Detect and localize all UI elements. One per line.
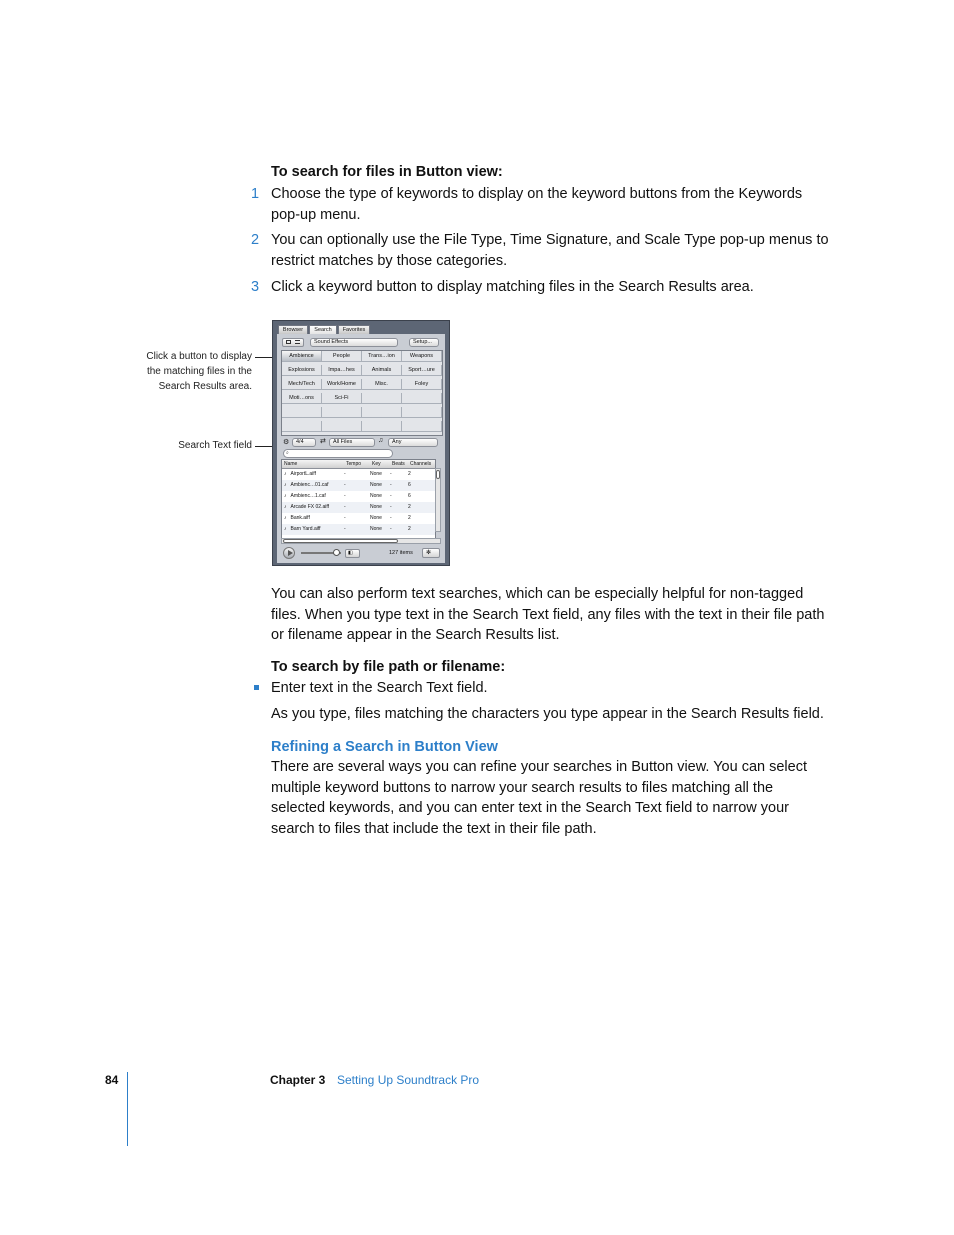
search-pane — [277, 334, 445, 563]
file-type-icon: ⇄ — [320, 438, 326, 445]
column-header-channels[interactable]: Channels — [410, 461, 432, 467]
table-row[interactable] — [282, 513, 435, 524]
step-line: You can optionally use the File Type, Time Signature, and Scale Type pop-up menus to — [271, 232, 829, 248]
list-view-icon — [295, 340, 300, 344]
keyword-button[interactable]: Moti…ons — [282, 393, 322, 404]
table-cell: 2 — [408, 471, 411, 477]
step-text: Click a keyword button to display matching files in the Search Results area. — [271, 279, 754, 295]
action-menu-button[interactable] — [422, 548, 440, 558]
keyword-button[interactable] — [322, 421, 362, 432]
setup-button[interactable]: Setup... — [409, 338, 439, 347]
paragraph-refining — [271, 757, 841, 839]
keyword-button[interactable] — [362, 407, 402, 418]
step-text — [271, 230, 831, 271]
gear-icon: ✻ — [426, 550, 432, 556]
procedure-heading: To search by file path or filename: — [271, 659, 506, 675]
tab-favorites[interactable]: Favorites — [338, 325, 370, 334]
footer-chapter-title: Setting Up Soundtrack Pro — [337, 1073, 480, 1087]
paragraph-line: selected keywords, and you can enter text in the Search Text field to narrow your — [271, 800, 789, 816]
step-text — [271, 184, 831, 225]
results-horizontal-scrollbar[interactable] — [281, 538, 441, 544]
table-cell: - — [344, 526, 346, 532]
table-cell: 2 — [408, 515, 411, 521]
keyword-button[interactable] — [402, 407, 442, 418]
keyword-button-grid — [281, 350, 443, 436]
callout-line: the matching files in the — [146, 366, 252, 377]
table-cell: - — [344, 471, 346, 477]
paragraph-text-search — [271, 584, 841, 646]
table-row[interactable] — [282, 524, 435, 535]
callout-line: Search Results area. — [158, 381, 252, 392]
keyword-button[interactable] — [402, 421, 442, 432]
keyword-button[interactable]: Weapons — [402, 351, 442, 362]
tab-browser[interactable]: Browser — [278, 325, 308, 334]
keyword-button[interactable]: Sport…ure — [402, 365, 442, 376]
column-header-key[interactable]: Key — [372, 461, 381, 467]
results-vertical-scrollbar[interactable] — [435, 468, 441, 532]
paragraph-typing-results: As you type, files matching the characters you type appear in the Search Results field. — [271, 706, 824, 722]
play-icon — [288, 550, 293, 556]
paragraph-line: or filename appear in the Search Results list. — [271, 627, 560, 643]
results-rows — [282, 469, 435, 535]
callout-line: Click a button to display — [146, 351, 252, 362]
speaker-toggle-button[interactable] — [345, 549, 360, 558]
table-cell: 2 — [408, 504, 411, 510]
time-signature-icon: ⚙ — [283, 439, 290, 446]
table-cell: - — [390, 471, 392, 477]
section-title: Refining a Search in Button View — [271, 739, 498, 755]
keyword-button[interactable] — [402, 393, 442, 404]
table-cell: - — [390, 515, 392, 521]
speaker-icon: ◧ — [348, 550, 353, 556]
file-name: Ambienc…1.caf — [290, 493, 326, 499]
volume-slider-knob[interactable] — [333, 549, 340, 556]
file-name: Barn Yard.aiff — [290, 526, 321, 532]
keyword-button[interactable]: Impa…hes — [322, 365, 362, 376]
table-row[interactable] — [282, 469, 435, 480]
audio-file-icon: ♪ — [284, 526, 287, 532]
step-line: restrict matches by those categories. — [271, 252, 508, 269]
keyword-button[interactable]: Mech/Tech — [282, 379, 322, 390]
bullet-icon — [254, 685, 259, 690]
paragraph-line: files. When you type text in the Search Text field, any files with the text in their file path — [271, 606, 825, 623]
search-text-field[interactable] — [283, 449, 393, 458]
table-cell: None — [370, 482, 382, 488]
time-signature-popup[interactable]: 4/4 — [292, 438, 316, 447]
keyword-button[interactable]: Sci-Fi — [322, 393, 362, 404]
keyword-button[interactable]: Ambience — [282, 351, 322, 362]
button-view-icon — [286, 340, 291, 344]
file-name: Arcade FX 02.aiff — [290, 504, 330, 510]
table-cell: - — [390, 493, 392, 499]
table-cell: - — [390, 526, 392, 532]
table-cell: 6 — [408, 482, 411, 488]
callout-search-field: Search Text field — [178, 440, 252, 451]
table-cell: - — [344, 504, 346, 510]
volume-slider[interactable] — [301, 552, 341, 554]
table-cell: - — [390, 504, 392, 510]
bullet-text: Enter text in the Search Text field. — [271, 680, 488, 696]
paragraph-line: There are several ways you can refine your searches in Button view. You can select — [271, 759, 807, 775]
table-cell — [282, 524, 344, 535]
table-cell: None — [370, 493, 382, 499]
paragraph-line: You can also perform text searches, which can be especially helpful for non-tagged — [271, 586, 804, 602]
file-name: Bank.aiff — [290, 515, 310, 521]
table-cell — [282, 491, 344, 502]
paragraph-line: multiple keyword buttons to narrow your search results to files matching all the — [271, 779, 774, 796]
column-header-tempo[interactable]: Tempo — [346, 461, 362, 467]
results-header — [282, 460, 435, 469]
search-icon: ⌕ — [286, 450, 289, 456]
paragraph-line: search to files that include the text in their file path. — [271, 820, 597, 837]
tab-search[interactable]: Search — [309, 325, 337, 334]
keyword-button[interactable]: Foley — [402, 379, 442, 390]
table-cell: None — [370, 515, 382, 521]
audio-file-icon: ♪ — [284, 504, 287, 510]
play-button[interactable] — [283, 547, 295, 559]
procedure-heading: To search for files in Button view: — [271, 164, 503, 180]
table-row[interactable] — [282, 480, 435, 491]
audio-file-icon: ♪ — [284, 471, 287, 477]
keyword-button[interactable] — [362, 393, 402, 404]
search-results-list — [281, 459, 436, 539]
keyword-button[interactable]: Misc. — [362, 379, 402, 390]
keyword-button[interactable]: People — [322, 351, 362, 362]
step-line: pop-up menu. — [271, 206, 361, 223]
audio-file-icon: ♪ — [284, 493, 287, 499]
keyword-button[interactable]: Animals — [362, 365, 402, 376]
keyword-button[interactable]: Trans…ion — [362, 351, 402, 362]
scrollbar-thumb[interactable] — [436, 470, 440, 479]
tab-bar — [278, 325, 370, 334]
keyword-button[interactable] — [322, 407, 362, 418]
table-cell — [282, 480, 344, 491]
table-row[interactable] — [282, 502, 435, 513]
view-toggle-button[interactable] — [282, 338, 304, 347]
table-cell: - — [344, 482, 346, 488]
file-name: AirportL.aiff — [290, 471, 316, 477]
table-cell: - — [390, 482, 392, 488]
keyword-button[interactable] — [282, 421, 322, 432]
table-cell: 6 — [408, 493, 411, 499]
page-number: 84 — [105, 1073, 119, 1087]
footer-divider — [127, 1072, 128, 1146]
table-cell: 2 — [408, 526, 411, 532]
table-cell: - — [344, 515, 346, 521]
keyword-button[interactable] — [362, 421, 402, 432]
table-cell — [282, 502, 344, 513]
audio-file-icon: ♪ — [284, 482, 287, 488]
step-number: 1 — [251, 186, 260, 202]
table-row[interactable] — [282, 491, 435, 502]
table-cell: None — [370, 526, 382, 532]
step-line: Choose the type of keywords to display on the keyword buttons from the Keywords — [271, 186, 803, 202]
item-count: 127 items — [389, 550, 413, 556]
keywords-popup[interactable]: Sound Effects — [310, 338, 398, 347]
horizontal-scrollbar-thumb[interactable] — [283, 539, 398, 543]
scale-type-popup[interactable]: Any — [388, 438, 438, 447]
keyword-button[interactable]: Work/Home — [322, 379, 362, 390]
scale-type-icon: ♫ — [378, 437, 384, 444]
step-number: 2 — [251, 232, 260, 248]
soundtrack-search-window — [272, 320, 450, 566]
column-header-name[interactable]: Name — [284, 461, 298, 467]
audio-file-icon: ♪ — [284, 515, 287, 521]
keyword-button[interactable] — [282, 407, 322, 418]
table-cell — [282, 513, 344, 524]
table-cell — [282, 469, 344, 480]
table-cell: - — [344, 493, 346, 499]
column-header-beats[interactable]: Beats — [392, 461, 405, 467]
step-number: 3 — [251, 279, 260, 295]
footer-chapter-label: Chapter 3 — [270, 1073, 326, 1087]
callout-keyword-button — [100, 349, 252, 394]
file-name: Ambienc…01.caf — [290, 482, 329, 488]
file-type-popup[interactable]: All Files — [329, 438, 375, 447]
table-cell: None — [370, 471, 382, 477]
table-cell: None — [370, 504, 382, 510]
keyword-button[interactable]: Explosions — [282, 365, 322, 376]
